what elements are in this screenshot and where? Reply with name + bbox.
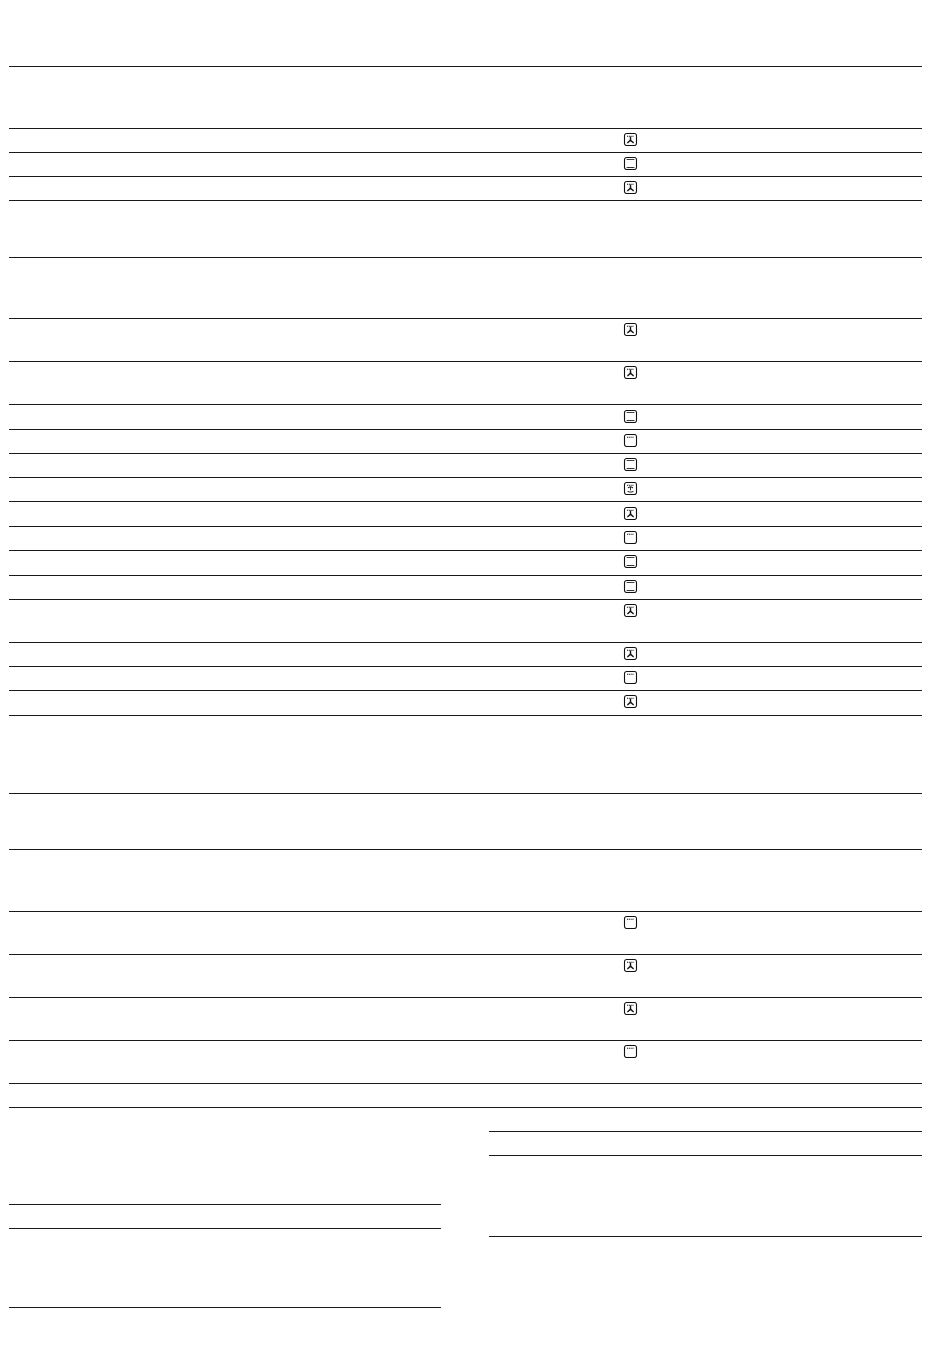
hot-air-fan-icon: [623, 180, 638, 195]
hot-air-fan-icon: [623, 1001, 638, 1016]
right-table-rule: [489, 1155, 922, 1156]
top-heat-icon: [623, 670, 638, 685]
top-heat-icon: [623, 915, 638, 930]
left-table-rule: [9, 1228, 441, 1229]
table-row-rule: [9, 575, 922, 576]
hot-air-fan-icon: [623, 958, 638, 973]
fan-grill-icon: [623, 481, 638, 496]
right-table-rule: [489, 1236, 922, 1237]
table-row-rule: [9, 599, 922, 600]
conventional-heat-icon: [623, 156, 638, 171]
top-heat-icon: [623, 433, 638, 448]
table-row-rule: [9, 690, 922, 691]
table-row-rule: [9, 550, 922, 551]
table-row-rule: [9, 404, 922, 405]
table-row-rule: [9, 361, 922, 362]
table-section-rule: [9, 318, 922, 319]
table-row-rule: [9, 526, 922, 527]
conventional-heat-icon: [623, 457, 638, 472]
table-row-rule: [9, 429, 922, 430]
table-row-rule: [9, 954, 922, 955]
left-table-rule: [9, 1307, 441, 1308]
table-row-rule: [9, 997, 922, 998]
table-row-rule: [9, 715, 922, 716]
table-row-rule: [9, 453, 922, 454]
table-row-rule: [9, 200, 922, 201]
table-row-rule: [9, 666, 922, 667]
hot-air-fan-icon: [623, 603, 638, 618]
table-row-rule: [9, 1083, 922, 1084]
hot-air-fan-icon: [623, 365, 638, 380]
conventional-heat-icon: [623, 409, 638, 424]
table-row-rule: [9, 501, 922, 502]
right-table-rule: [489, 1131, 922, 1132]
table-bottom-rule: [9, 1107, 922, 1108]
conventional-heat-icon: [623, 579, 638, 594]
top-heat-icon: [623, 530, 638, 545]
table-top-rule: [9, 66, 922, 67]
hot-air-fan-icon: [623, 132, 638, 147]
table-section-rule: [9, 793, 922, 794]
hot-air-fan-icon: [623, 694, 638, 709]
conventional-heat-icon: [623, 554, 638, 569]
hot-air-fan-icon: [623, 322, 638, 337]
left-table-rule: [9, 1204, 441, 1205]
table-section-rule: [9, 849, 922, 850]
top-heat-icon: [623, 1044, 638, 1059]
table-row-rule: [9, 477, 922, 478]
table-row-rule: [9, 642, 922, 643]
hot-air-fan-icon: [623, 646, 638, 661]
hot-air-fan-icon: [623, 506, 638, 521]
table-header-rule: [9, 128, 922, 129]
table-row-rule: [9, 1040, 922, 1041]
table-row-rule: [9, 176, 922, 177]
table-row-rule: [9, 911, 922, 912]
table-section-rule: [9, 257, 922, 258]
table-row-rule: [9, 152, 922, 153]
